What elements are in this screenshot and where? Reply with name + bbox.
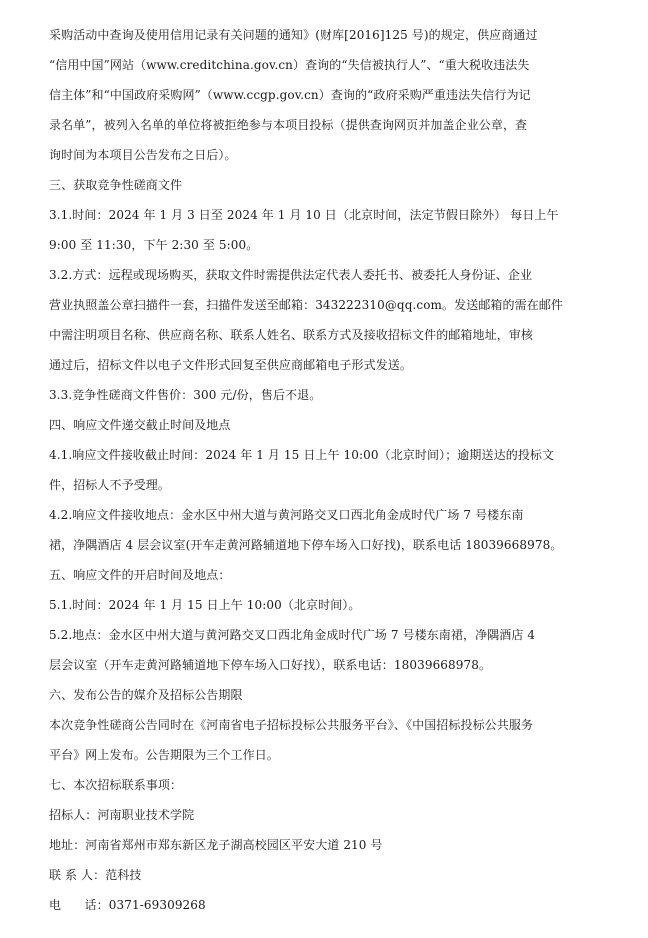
text-line: 平台》网上发布。公告期限为三个工作日。 bbox=[49, 748, 279, 762]
text-line: 信主体”和“中国政府采购网”（www.ccgp.gov.cn）查询的“政府采购严重违法失信行为记 bbox=[49, 88, 531, 102]
contact-address: 地址：河南省郑州市郑东新区龙子湖高校园区平安大道 210 号 bbox=[49, 838, 383, 852]
section-heading: 六、发布公告的媒介及招标公告期限 bbox=[49, 688, 243, 702]
text-line: 3.1.时间：2024 年 1 月 3 日至 2024 年 1 月 10 日（北京时间，法定节假日除外） 每日上午 bbox=[49, 208, 559, 222]
text-line: 5.1.时间：2024 年 1 月 15 日上午 10:00（北京时间）。 bbox=[49, 598, 361, 612]
text-line: 采购活动中查询及使用信用记录有关问题的通知》(财库[2016]125 号)的规定，供应商通过 bbox=[49, 28, 538, 42]
section-heading: 四、响应文件递交截止时间及地点 bbox=[49, 418, 231, 432]
text-line: 层会议室（开车走黄河路辅道地下停车场入口好找），联系电话：18039668978。 bbox=[49, 658, 492, 672]
text-line: 营业执照盖公章扫描件一套，扫描件发送至邮箱：343222310@qq.com。发送邮箱的需在邮件 bbox=[49, 298, 564, 312]
contact-tenderer: 招标人：河南职业技术学院 bbox=[49, 808, 195, 822]
text-line: 件，招标人不予受理。 bbox=[49, 478, 171, 492]
section-heading: 五、响应文件的开启时间及地点： bbox=[49, 568, 231, 582]
text-line: 3.2.方式：远程或现场购买，获取文件时需提供法定代表人委托书、被委托人身份证、企业 bbox=[49, 268, 533, 282]
text-line: 中需注明项目名称、供应商名称、联系人姓名、联系方式及接收招标文件的邮箱地址，审核 bbox=[49, 328, 534, 342]
section-heading: 三、获取竞争性磋商文件 bbox=[49, 178, 183, 192]
text-line: 3.3.竞争性磋商文件售价：300 元/份，售后不退。 bbox=[49, 388, 322, 402]
contact-person: 联 系 人：范科技 bbox=[49, 868, 142, 882]
text-line: 4.1.响应文件接收截止时间：2024 年 1 月 15 日上午 10:00（北京时间）；逾期送达的投标文 bbox=[49, 448, 555, 462]
text-line: “信用中国”网站（www.creditchina.gov.cn）查询的“失信被执行人”、“重大税收违法失 bbox=[49, 58, 530, 72]
text-line: 裙，净隅酒店 4 层会议室(开车走黄河路辅道地下停车场入口好找)，联系电话 18039668978。 bbox=[49, 538, 563, 552]
text-line: 4.2.响应文件接收地点：金水区中州大道与黄河路交叉口西北角金成时代广场 7 号楼东南 bbox=[49, 508, 524, 522]
text-line: 本次竞争性磋商公告同时在《河南省电子招标投标公共服务平台》、《中国招标投标公共服务 bbox=[49, 718, 534, 732]
text-line: 录名单”，被列入名单的单位将被拒绝参与本项目投标（提供查询网页并加盖企业公章，查 bbox=[49, 118, 528, 132]
text-line: 通过后，招标文件以电子文件形式回复至供应商邮箱电子形式发送。 bbox=[49, 358, 413, 372]
text-line: 询时间为本项目公告发布之日后）。 bbox=[49, 148, 237, 162]
text-line: 5.2.地点：金水区中州大道与黄河路交叉口西北角金成时代广场 7 号楼东南裙，净隅酒店 4 bbox=[49, 628, 536, 642]
text-line: 9:00 至 11:30，下午 2:30 至 5:00。 bbox=[49, 238, 259, 252]
contact-phone: 电 话：0371-69309268 bbox=[49, 898, 206, 912]
section-heading: 七、本次招标联系事项： bbox=[49, 778, 183, 792]
